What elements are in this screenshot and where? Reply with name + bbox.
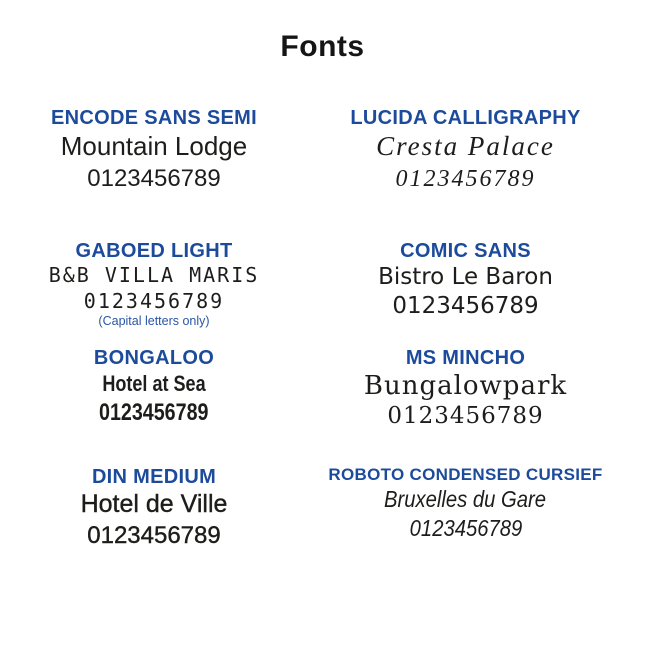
font-name: DIN MEDIUM bbox=[91, 465, 217, 488]
font-name: COMIC SANS bbox=[400, 239, 531, 262]
specimen-row bbox=[0, 346, 645, 432]
font-digits: 0123456789 bbox=[83, 288, 225, 313]
font-card-encode-sans-semi bbox=[0, 106, 308, 195]
font-name: ENCODE SANS SEMI bbox=[51, 107, 257, 129]
font-card-ms-mincho bbox=[308, 346, 645, 432]
font-name: GABOED LIGHT bbox=[75, 239, 233, 262]
font-sample: Cresta Palace bbox=[376, 131, 555, 161]
font-digits: 0123456789 bbox=[395, 165, 536, 192]
font-card-gaboed-light bbox=[0, 239, 308, 330]
font-sample: Bruxelles du Gare bbox=[384, 486, 547, 513]
font-digits: 0123456789 bbox=[87, 164, 221, 192]
font-name: MS MINCHO bbox=[405, 346, 526, 369]
font-digits: 0123456789 bbox=[387, 403, 544, 430]
font-sample: B&B VILLA MARIS bbox=[48, 262, 260, 287]
font-specimen-grid bbox=[0, 106, 645, 551]
font-name: BONGALOO bbox=[93, 346, 215, 369]
font-name: LUCIDA CALLIGRAPHY bbox=[350, 107, 581, 129]
font-digits: 0123456789 bbox=[99, 399, 209, 427]
font-sample: Mountain Lodge bbox=[60, 131, 248, 161]
specimen-row bbox=[0, 465, 645, 551]
page-title: Fonts bbox=[280, 30, 365, 63]
specimen-row bbox=[0, 106, 645, 195]
font-sample: Bistro Le Baron bbox=[378, 263, 553, 290]
font-card-din-medium bbox=[0, 465, 308, 551]
font-digits: 0123456789 bbox=[409, 515, 522, 542]
font-sample: Hotel at Sea bbox=[102, 370, 206, 396]
font-sample: Hotel de Ville bbox=[80, 489, 228, 518]
font-card-roboto-condensed-cursief bbox=[308, 465, 645, 551]
font-name: ROBOTO CONDENSED CURSIEF bbox=[328, 464, 603, 484]
font-digits: 0123456789 bbox=[392, 292, 539, 319]
font-note: (Capital letters only) bbox=[98, 313, 210, 328]
font-card-lucida-calligraphy bbox=[308, 106, 645, 195]
font-sample: Bungalowpark bbox=[363, 370, 568, 401]
font-card-comic-sans bbox=[308, 239, 645, 330]
specimen-row bbox=[0, 239, 645, 330]
font-card-bongaloo bbox=[0, 346, 308, 432]
font-digits: 0123456789 bbox=[87, 522, 221, 550]
